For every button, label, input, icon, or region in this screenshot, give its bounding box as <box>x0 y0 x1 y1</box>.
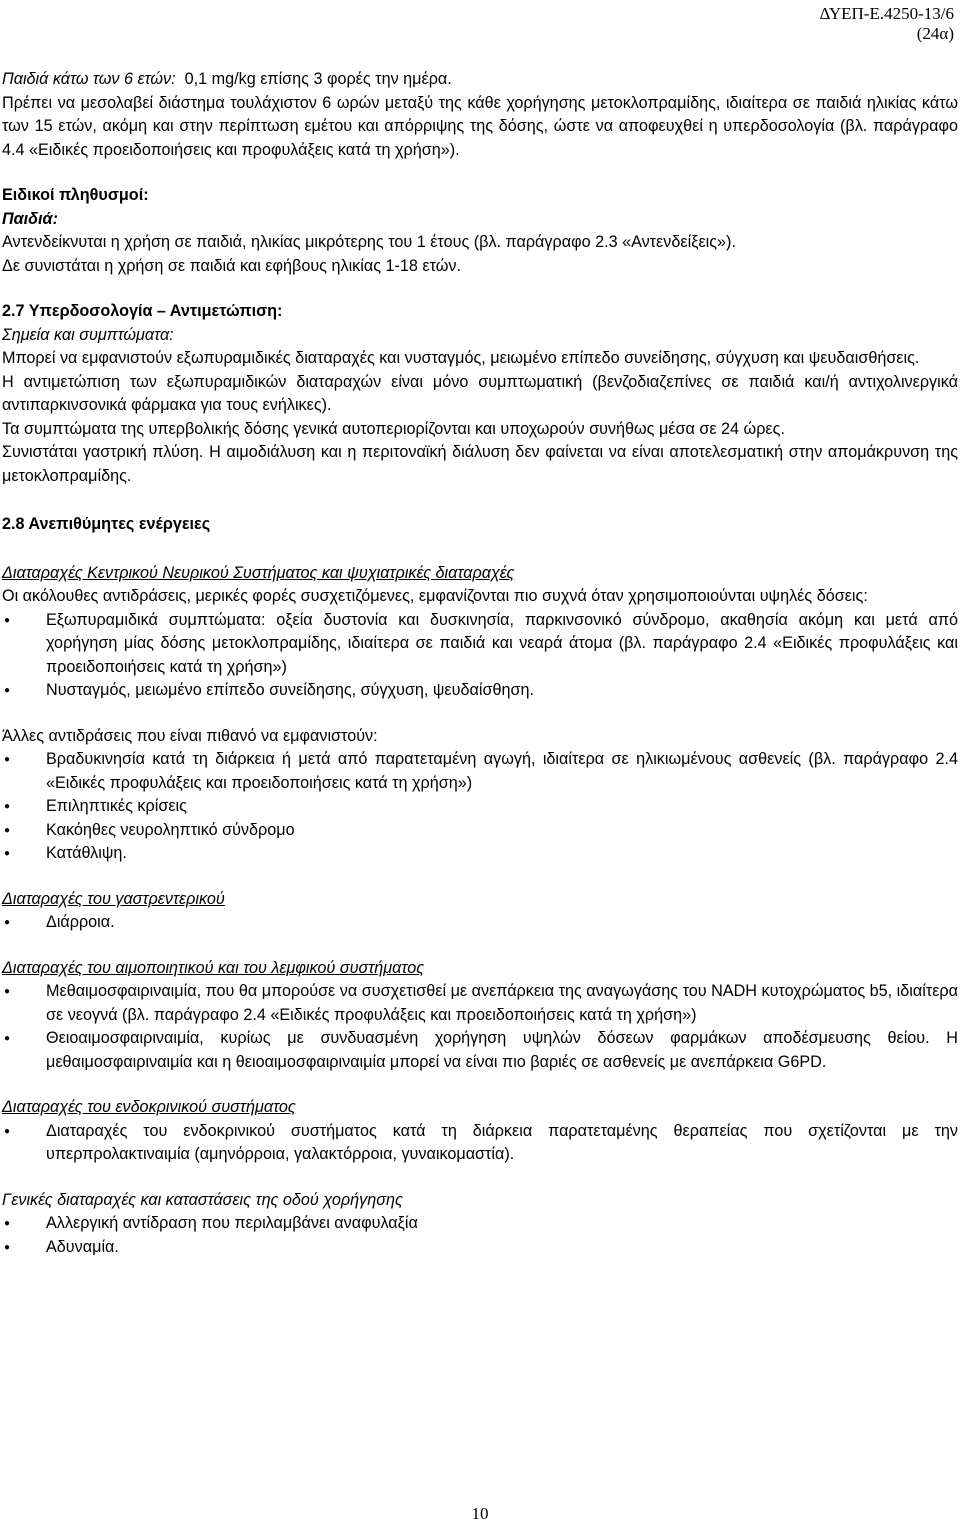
list-item: ● Διαταραχές του ενδοκρινικού συστήματος κατά τη διάρκεια παρατεταμένης θεραπείας που σχετίζονται με την υπερπρολακτιναιμία (αμηνόρροια, γαλακτόρροια, γυναικομαστία). <box>2 1120 958 1167</box>
list-item: ● Βραδυκινησία κατά τη διάρκεια ή μετά από παρατεταμένη αγωγή, ιδιαίτερα σε ηλικιωμένους ασθενείς (βλ. παράγραφο 2.4 «Ειδικές προφυλάξεις και προειδοποιήσεις κατά τη χρήση») <box>2 748 958 795</box>
general-section-title: Γενικές διαταραχές και καταστάσεις της οδού χορήγησης <box>2 1190 403 1209</box>
cns-intro-2: Άλλες αντιδράσεις που είναι πιθανό να εμφανιστούν: <box>2 726 378 745</box>
cns-section-title: Διαταραχές Κεντρικού Νευρικού Συστήματος και ψυχιατρικές διαταραχές <box>2 563 515 582</box>
adverse-reactions-heading: 2.8 Ανεπιθύμητες ενέργειες <box>2 515 211 533</box>
list-item: ● Αλλεργική αντίδραση που περιλαμβάνει αναφυλαξία <box>2 1212 958 1236</box>
children-contraindication: Αντενδείκνυται η χρήση σε παιδιά, ηλικίας μικρότερης του 1 έτους (βλ. παράγραφο 2.3 «Αντενδείξεις»). <box>2 233 736 251</box>
overdose-paragraph-3: Τα συμπτώματα της υπερβολικής δόσης γενικά αυτοπεριορίζονται και υποχωρούν συνήθως μέσα σε 24 ώρες. <box>2 419 785 438</box>
list-item: ● Διάρροια. <box>2 911 958 935</box>
list-item: ● Μεθαιμοσφαιριναιμία, που θα μπορούσε να συσχετισθεί με ανεπάρκεια της αναγωγάσης του NADH κυτοχρώματος b5, ιδιαίτερα σε νεογνά (βλ. παράγραφο 2.4 «Ειδικές προφυλάξεις και προειδοποιήσεις κατά τη χρήση») <box>2 980 958 1027</box>
dosing-value: 0,1 mg/kg επίσης 3 φορές την ημέρα. <box>184 70 452 88</box>
list-item: ● Εξωπυραμιδικά συμπτώματα: οξεία δυστονία και δυσκινησία, παρκινσονικό σύνδρομο, ακαθησία ακόμη και μετά από χορήγηση μίας δόσης μετοκλοπραμίδης, ιδιαίτερα σε παιδιά και νεαρά άτομα (βλ. παράγραφο 2.4 «Ειδικές προφυλάξεις και προειδοποιήσεις κατά τη χρήση») <box>2 609 958 680</box>
gi-list <box>2 911 958 935</box>
document-code: ΔΥΕΠ-Ε.4250-13/6 <box>819 4 954 23</box>
list-item: ● Κατάθλιψη. <box>2 842 958 866</box>
blood-section-title: Διαταραχές του αιμοποιητικού και του λεμφικού συστήματος <box>2 958 425 977</box>
page-number: 10 <box>471 1504 489 1523</box>
list-item: ● Θειοαιμοσφαιριναιμία, κυρίως με συνδυασμένη χορήγηση υψηλών δόσεων φαρμάκων αποδέσμευσης θείου. Η μεθαιμοσφαιριναιμία και η θειοαιμοσφαιριναιμία μπορεί να είναι πιο βαριές σε ασθενείς με ανεπάρκεια G6PD. <box>2 1027 958 1074</box>
endocrine-section-title: Διαταραχές του ενδοκρινικού συστήματος <box>2 1098 296 1116</box>
special-populations-heading: Ειδικοί πληθυσμοί: <box>2 186 149 204</box>
list-item: ● Επιληπτικές κρίσεις <box>2 795 958 819</box>
dosing-note: Πρέπει να μεσολαβεί διάστημα τουλάχιστον 6 ωρών μεταξύ της κάθε χορήγησης μετοκλοπραμίδης, ιδιαίτερα σε παιδιά ηλικίας κάτω των 15 ετών, ακόμη και στην περίπτωση εμέτου και απόρριψης της δόσης, ώστε να αποφευχθεί η υπερδοσολογία (βλ. παράγραφο 4.4 «Ειδικές προειδοποιήσεις και προφυλάξεις κατά τη χρήση»). <box>2 93 958 159</box>
gi-section-title: Διαταραχές του γαστρεντερικού <box>2 889 225 908</box>
list-item: ● Νυσταγμός, μειωμένο επίπεδο συνείδησης, σύγχυση, ψευδαίσθηση. <box>2 679 958 703</box>
cns-list <box>2 609 958 703</box>
cns-intro: Οι ακόλουθες αντιδράσεις, μερικές φορές συσχετιζόμενες, εμφανίζονται πιο συχνά όταν χρησιμοποιούνται υψηλές δόσεις: <box>2 587 868 605</box>
children-subheading: Παιδιά: <box>2 209 58 228</box>
endocrine-list <box>2 1120 958 1167</box>
overdose-paragraph-2: Η αντιμετώπιση των εξωπυραμιδικών διαταραχών είναι μόνο συμπτωματική (βενζοδιαζεπίνες σε παιδιά και/ή αντιχολινεργικά αντιπαρκινσονικά φάρμακα για τους ενήλικες). <box>2 372 958 414</box>
page-header <box>820 4 954 44</box>
list-item: ● Αδυναμία. <box>2 1236 958 1260</box>
blood-list <box>2 980 958 1074</box>
symptoms-subheading: Σημεία και συμπτώματα: <box>2 325 174 344</box>
document-body <box>2 68 958 1259</box>
document-subcode: (24α) <box>916 24 954 43</box>
general-list <box>2 1212 958 1259</box>
overdose-heading: 2.7 Υπερδοσολογία – Αντιμετώπιση: <box>2 302 283 320</box>
dosing-label: Παιδιά κάτω των 6 ετών: <box>2 70 176 88</box>
list-item: ● Κακόηθες νευροληπτικό σύνδρομο <box>2 819 958 843</box>
children-not-recommended: Δε συνιστάται η χρήση σε παιδιά και εφήβους ηλικίας 1-18 ετών. <box>2 256 462 275</box>
overdose-paragraph-4: Συνιστάται γαστρική πλύση. Η αιμοδιάλυση και η περιτοναϊκή διάλυση δεν φαίνεται να είναι αποτελεσματική στην απομάκρυνση της μετοκλοπραμίδης. <box>2 443 958 485</box>
overdose-paragraph-1: Μπορεί να εμφανιστούν εξωπυραμιδικές διαταραχές και νυσταγμός, μειωμένο επίπεδο συνείδησης, σύγχυση και ψευδαισθήσεις. <box>2 349 920 367</box>
dosing-line <box>2 68 958 92</box>
cns-list-2 <box>2 748 958 866</box>
